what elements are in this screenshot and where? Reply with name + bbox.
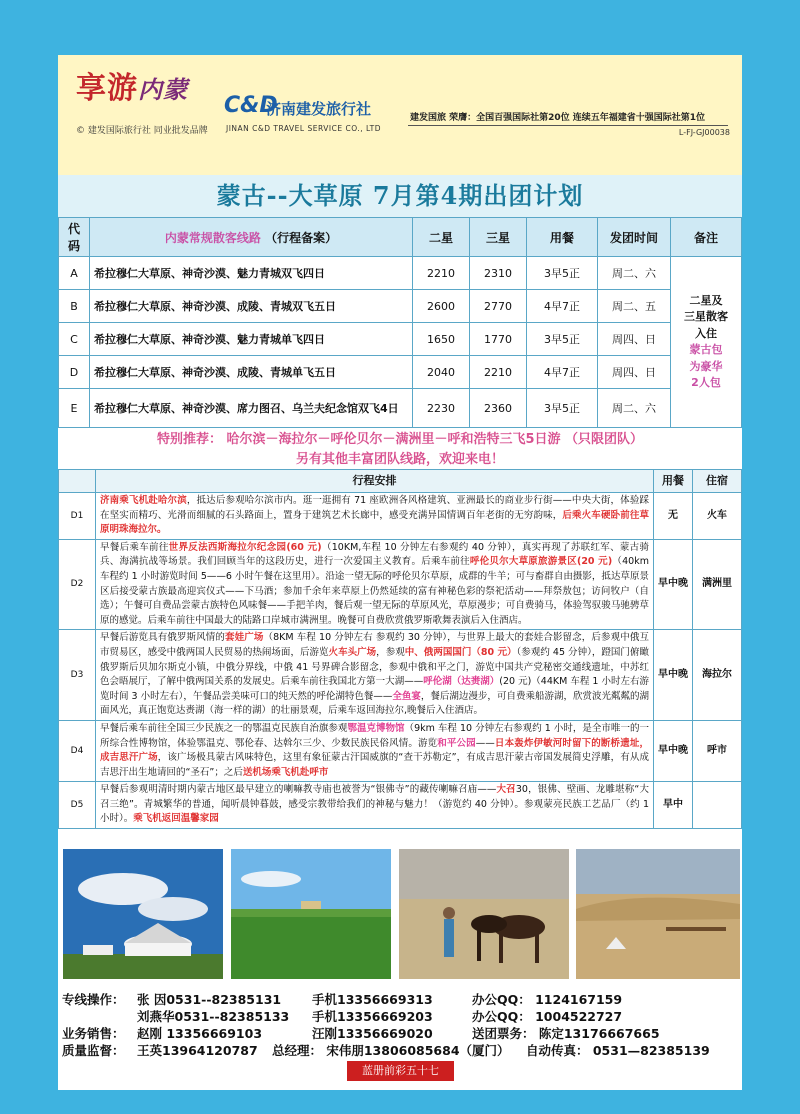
header-remark: 备注 [671, 218, 742, 257]
header-line: 内蒙常规散客线路 （行程备案） [90, 218, 413, 257]
itinerary-day: D2 早餐后乘车前往世界反法西斯海拉尔纪念园(60 元)（10KM,车程 10 分钟左右参观约 40 分钟），真实再现了苏联红军、蒙古骑兵、海满抗战等场景。我们回顾当年的这段历史，进行一次爱国主义教育。后乘车前往呼伦贝尔大草原旅游景区(20 元)（40km 车程约 1 小时游览时间 5——6 小时午餐在这里用）。沿途一望无际的呼伦贝尔草原，成群的牛羊；可与畜群自由摄影，抵达草原景区后接受蒙古族最高迎宾仪式——下马酒；参加千余年来草原上仍然延续的富有神秘色彩的祭祀活动——拜祭敖包；访问牧户（自选）；午餐可自费品尝蒙古族特色风味餐——手把羊肉，餐后观一望无际的草原风光，草原漫步；可自费骑马，体验驾驭骏马驰骋草原的感觉。后乘车前往中国最大的陆路口岸城市满洲里。晚餐可自费欣赏俄罗斯歌舞表演后入住酒店。 早中晚 满洲里 [59, 539, 742, 630]
brand-logo: 享游内蒙 [76, 71, 188, 106]
header-departure: 发团时间 [598, 218, 671, 257]
remark-cell: 二星及 三星散客 入住 蒙古包 为豪华 2人包 [671, 257, 742, 428]
route-row: D 希拉穆仁大草原、神奇沙漠、成陵、青城单飞五日 2040 2210 4早7正 周四、日 [59, 356, 742, 389]
itinerary-header: 行程安排 用餐 住宿 [59, 470, 742, 493]
page-title: 蒙古--大草原 7月第4期出团计划 [216, 181, 584, 210]
itinerary-day: D4 早餐后乘车前往全国三少民族之一的鄂温克民族自治旗参观鄂温克博物馆（9km 车程 10 分钟左右参观约 1 小时，是全市唯一的一所综合性博物馆，体验鄂温克、鄂伦春、达斡尔三少、少数民族民俗风情。游览和平公园——日本轰炸伊敏河时留下的断桥遗址，成吉思汗广场，该广场极具蒙古风味特色，这里有象征蒙古汗国威旗的“查干苏勒定”，有成吉思汗蒙古帝国发展简史浮雕，有从成吉思汗出生地请回的“圣石”；之后送机场乘飞机赴呼市 早中晚 呼市 [59, 720, 742, 781]
agency-english-name: JINAN C&D TRAVEL SERVICE CO., LTD [226, 124, 381, 133]
header-meals: 用餐 [527, 218, 598, 257]
route-table [58, 217, 742, 428]
itinerary-table [58, 469, 742, 829]
special-recommendation: 特别推荐： 哈尔滨－海拉尔－呼伦贝尔－满洲里－呼和浩特三飞5日游 （只限团队） 另有其他丰富团队线路，欢迎来电！ [156, 432, 644, 467]
horses-photo [399, 849, 569, 979]
header-two-star: 二星 [413, 218, 470, 257]
agency-mark: C&D [224, 93, 278, 118]
header-divider [408, 125, 728, 126]
route-row: B 希拉穆仁大草原、神奇沙漠、成陵、青城双飞五日 2600 2770 4早7正 周二、五 [59, 290, 742, 323]
brand-subtitle: © 建发国际旅行社 同业批发品牌 [76, 126, 208, 136]
itinerary-day: D3 早餐后游览具有俄罗斯风情的套娃广场（8KM 车程 10 分钟左右 参观约 30 分钟），与世界上最大的套娃合影留念，后参观中俄互市贸易区，感受中俄两国人民贸易的热闹场面，后游览火车头广场，参观中、俄两国国门（80 元）（参观约 45 分钟），蹬国门俯瞰俄罗斯后贝加尔斯克小镇，中俄分界线，中俄 41 号界碑合影留念，参观中俄和平之门，游览中国共产党秘密交通线遗址，中苏红色会晤展厅，了解中俄两国关系的发展史。后乘车前往我国北方第一大湖——呼伦湖（达赉湖）(20 元)（44KM 车程 1 小时左右游览时间 3 小时左右），午餐品尝美味可口的纯天然的呼伦湖特色餐——全鱼宴，餐后湖边漫步，可自费乘船游湖，欣赏波光粼粼的湖面风光，真正饱览达赉湖（海一样的湖）的壮丽景观，后乘车返回海拉尔,晚餐后入住酒店。 早中晚 海拉尔 [59, 630, 742, 721]
grassland-photo [231, 849, 391, 979]
agency-name: 济南建发旅行社 [266, 100, 372, 118]
header-code: 代码 [59, 218, 90, 257]
itinerary-day: D5 早餐后参观明清时期内蒙古地区最早建立的喇嘛教寺庙也被誉为“银佛寺”的藏传喇嘛召庙——大召30，银佛、壁画、龙雕堪称“大召三绝”。青城繁华的普通，闻听晨钟暮鼓，感受宗教带给我们的神秘与魅力！（游览约 40 分钟）。参观蒙亮民族工艺品厂（约 1 小时）。乘飞机返回温馨家园 早中 [59, 782, 742, 829]
header-three-star: 三星 [470, 218, 527, 257]
page-footer: 蓝册前彩五十七 [347, 1061, 454, 1081]
header [58, 55, 742, 175]
route-row: A 希拉穆仁大草原、神奇沙漠、魅力青城双飞四日 2210 2310 3早5正 周二、六 二星及 三星散客 入住 蒙古包 为豪华 2人包 [59, 257, 742, 290]
license-number: L-FJ-GJ00038 [678, 128, 730, 137]
desert-camp-photo [576, 849, 740, 979]
route-row: C 希拉穆仁大草原、神奇沙漠、魅力青城单飞四日 1650 1770 3早5正 周四、日 [59, 323, 742, 356]
brochure-page: 享游内蒙 © 建发国际旅行社 同业批发品牌 C&D 济南建发旅行社 JINAN C&D TRAVEL SERVICE CO., LTD 建发国旅 荣膺：全国百强国际社第20位 连续五年福建省十强国际社第1位 L-FJ-GJ00038 蒙古--大草原 7月第4期出团计划 代码 内蒙常规散客线路 （行程备案） 二星 三星 用餐 发团时间 备注 A 希拉穆仁大草原、神奇沙漠、魅力青城双飞四日 2210 2310 3早5正 周二、六 二星及 三星散客 入住 蒙古包 为豪华 2人包 B 希拉穆仁大草原、神奇沙漠、成陵、青城双飞五日 2600 2770 4早7正 周二、五 C 希拉穆仁大草原、神奇沙漠、魅力青城单飞四日 1650 1770 3早5正 周四、日 D 希拉穆仁大草原、神奇沙漠、成陵、青城单飞五日 2040 2210 4早7正 周四、日 E 希拉穆仁大草原、神奇沙漠、席力图召、乌兰夫纪念馆双飞4日 2230 2360 3早5正 周二、六 特别推荐： 哈尔滨－海拉尔－呼伦贝尔－满洲里－呼和浩特三飞5日游 （只限团队） 另有其他丰富团队线路，欢迎来电！ 行程安排 用餐 住宿 D1 济南乘飞机赴哈尔滨，抵达后参观哈尔滨市内。逛一逛拥有 71 座欧洲各风格建筑、亚洲最长的商业步行街——中央大街，体验踩在坚实而精巧、光滑而细腻的石头路面上，置身于建筑艺术长廊中，感受充满异国情调百年老街的无穷韵味，后乘火车硬卧前往草原明珠海拉尔。 无 火车 D2 早餐后乘车前往世界反法西斯海拉尔纪念园(60 元)（10KM,车程 10 分钟左右参观约 40 分钟），真实再现了苏联红军、蒙古骑兵、海满抗战等场景。我们回顾当年的这段历史，进行一次爱国主义教育。后乘车前往呼伦贝尔大草原旅游景区(20 元)（40km 车程约 1 小时游览时间 5——6 小时午餐在这里用）。沿途一望无际的呼伦贝尔草原，成群的牛羊；可与畜群自由摄影，抵达草原景区后接受蒙古族最高迎宾仪式——下马酒；参加千余年来草原上仍然延续的富有神秘色彩的祭祀活动——拜祭敖包；访问牧户（自选）；午餐可自费品尝蒙古族特色风味餐——手把羊肉，餐后观一望无际的草原风光，草原漫步；可自费骑马，体验驾驭骏马驰骋草原的感觉。后乘车前往中国最大的陆路口岸城市满洲里。晚餐可自费欣赏俄罗斯歌舞表演后入住酒店。 早中晚 满洲里 D3 早餐后游览具有俄罗斯风情的套娃广场（8KM 车程 10 分钟左右 参观约 30 分钟），与世界上最大的套娃合影留念，后参观中俄互市贸易区，感受中俄两国人民贸易的热闹场面，后游览火车头广场，参观中、俄两国国门（80 元）（参观约 45 分钟），蹬国门俯瞰俄罗斯后贝加尔斯克小镇，中俄分界线，中俄 41 号界碑合影留念，参观中俄和平之门，游览中国共产党秘密交通线遗址，中苏红色会晤展厅，了解中俄两国关系的发展史。后乘车前往我国北方第一大湖——呼伦湖（达赉湖）(20 元)（44KM 车程 1 小时左右游览时间 3 小时左右），午餐品尝美味可口的纯天然的呼伦湖特色餐——全鱼宴，餐后湖边漫步，可自费乘船游湖，欣赏波光粼粼的湖面风光，真正饱览达赉湖（海一样的湖）的壮丽景观，后乘车返回海拉尔,晚餐后入住酒店。 早中晚 海拉尔 D4 早餐后乘车前往全国三少民族之一的鄂温克民族自治旗参观鄂温克博物馆（9km 车程 10 分钟左右参观约 1 小时，是全市唯一的一所综合性博物馆，体验鄂温克、鄂伦春、达斡尔三少、少数民族民俗风情。游览和平公园——日本轰炸伊敏河时留下的断桥遗址，成吉思汗广场，该广场极具蒙古风味特色，这里有象征蒙古汗国威旗的“查干苏勒定”，有成吉思汗蒙古帝国发展简史浮雕，有从成吉思汗出生地请回的“圣石”；之后送机场乘飞机赴呼市 早中晚 呼市 D5 早餐后参观明清时期内蒙古地区最早建立的喇嘛教寺庙也被誉为“银佛寺”的藏传喇嘛召庙——大召30，银佛、壁画、龙雕堪称“大召三绝”。青城繁华的普通，闻听晨钟暮鼓，感受宗教带给我们的神秘与魅力！（游览约 40 分钟）。参观蒙亮民族工艺品厂（约 1 小时）。乘飞机返回温馨家园 早中 专线操作： 张 因0531--82385131 手机13356669313 办公QQ： 1124167159 刘燕华0531--82385133 手机13356669203 办公QQ： 1004522727 业务销售： 赵刚 13356669103 汪刚13356669020 送团票务： 陈定13176667665 质量监督： 王英13964120787 总经理： 宋伟朋13806085684（厦门） 自动传真： 0531—82385139 [58, 55, 742, 1090]
honor-text: 建发国旅 荣膺：全国百强国际社第20位 连续五年福建省十强国际社第1位 [410, 113, 706, 123]
route-table-header [59, 218, 742, 257]
yurt-camp-photo [63, 849, 223, 979]
itinerary-day: D1 济南乘飞机赴哈尔滨，抵达后参观哈尔滨市内。逛一逛拥有 71 座欧洲各风格建筑、亚洲最长的商业步行街——中央大街，体验踩在坚实而精巧、光滑而细腻的石头路面上，置身于建筑艺术长廊中，感受充满异国情调百年老街的无穷韵味，后乘火车硬卧前往草原明珠海拉尔。 无 火车 [59, 493, 742, 540]
route-row: E 希拉穆仁大草原、神奇沙漠、席力图召、乌兰夫纪念馆双飞4日 2230 2360 3早5正 周二、六 [59, 389, 742, 428]
